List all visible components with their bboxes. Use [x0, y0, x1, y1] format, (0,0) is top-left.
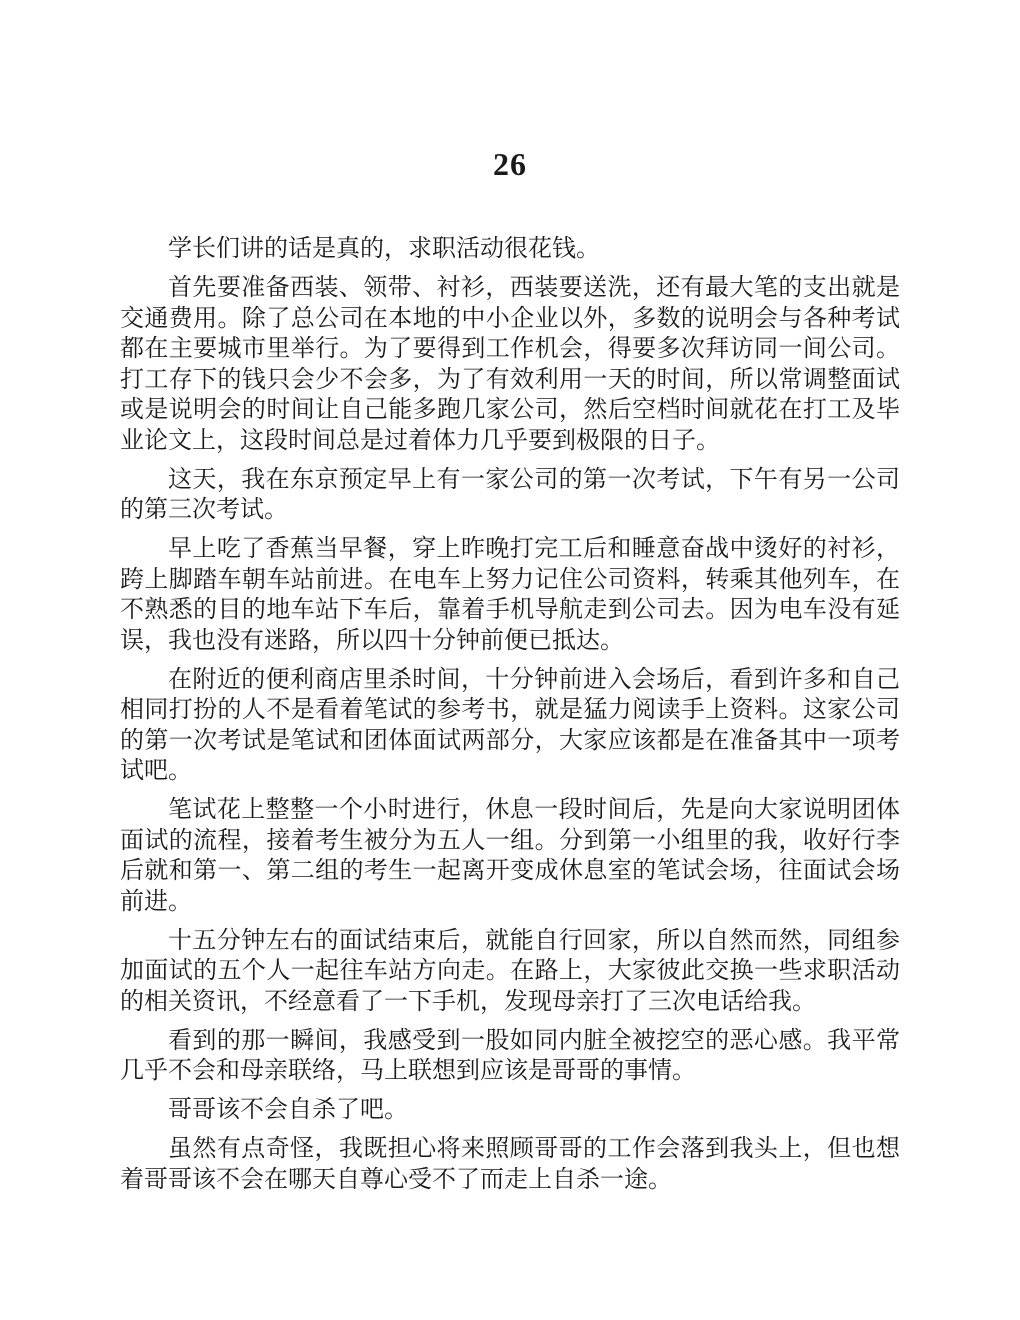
paragraph: 首先要准备西装、领带、衬衫，西装要送洗，还有最大笔的支出就是交通费用。除了总公司在本地的中小企业以外，多数的说明会与各种考试都在主要城市里举行。为了要得到工作机会，得要多次拜访同一间公司。打工存下的钱只会少不会多，为了有效利用一天的时间，所以常调整面试或是说明会的时间让自己能多跑几家公司，然后空档时间就花在打工及毕业论文上，这段时间总是过着体力几乎要到极限的日子。 [120, 275, 900, 454]
paragraph: 早上吃了香蕉当早餐，穿上昨晚打完工后和睡意奋战中烫好的衬衫，跨上脚踏车朝车站前进。在电车上努力记住公司资料，转乘其他列车，在不熟悉的目的地车站下车后，靠着手机导航走到公司去。因为电车没有延误，我也没有迷路，所以四十分钟前便已抵达。 [120, 536, 900, 654]
paragraph: 在附近的便利商店里杀时间，十分钟前进入会场后，看到许多和自己相同打扮的人不是看着笔试的参考书，就是猛力阅读手上资料。这家公司的第一次考试是笔试和团体面试两部分，大家应该都是在准备其中一项考试吧。 [120, 666, 900, 784]
paragraph: 看到的那一瞬间，我感受到一股如同内脏全被挖空的恶心感。我平常几乎不会和母亲联络，马上联想到应该是哥哥的事情。 [120, 1027, 900, 1084]
paragraph: 哥哥该不会自杀了吧。 [168, 1097, 408, 1123]
body-text [120, 234, 900, 1195]
paragraph: 学长们讲的话是真的，求职活动很花钱。 [168, 236, 600, 262]
paragraph: 这天，我在东京预定早上有一家公司的第一次考试，下午有另一公司的第三次考试。 [120, 466, 900, 523]
paragraph: 十五分钟左右的面试结束后，就能自行回家，所以自然而然，同组参加面试的五个人一起往车站方向走。在路上，大家彼此交换一些求职活动的相关资讯，不经意看了一下手机，发现母亲打了三次电话给我。 [120, 927, 900, 1015]
paragraph: 笔试花上整整一个小时进行，休息一段时间后，先是向大家说明团体面试的流程，接着考生被分为五人一组。分到第一小组里的我，收好行李后就和第一、第二组的考生一起离开变成休息室的笔试会场，往面试会场前进。 [120, 797, 900, 915]
chapter-number: 26 [493, 146, 527, 182]
paragraph: 虽然有点奇怪，我既担心将来照顾哥哥的工作会落到我头上，但也想着哥哥该不会在哪天自尊心受不了而走上自杀一途。 [120, 1136, 900, 1193]
